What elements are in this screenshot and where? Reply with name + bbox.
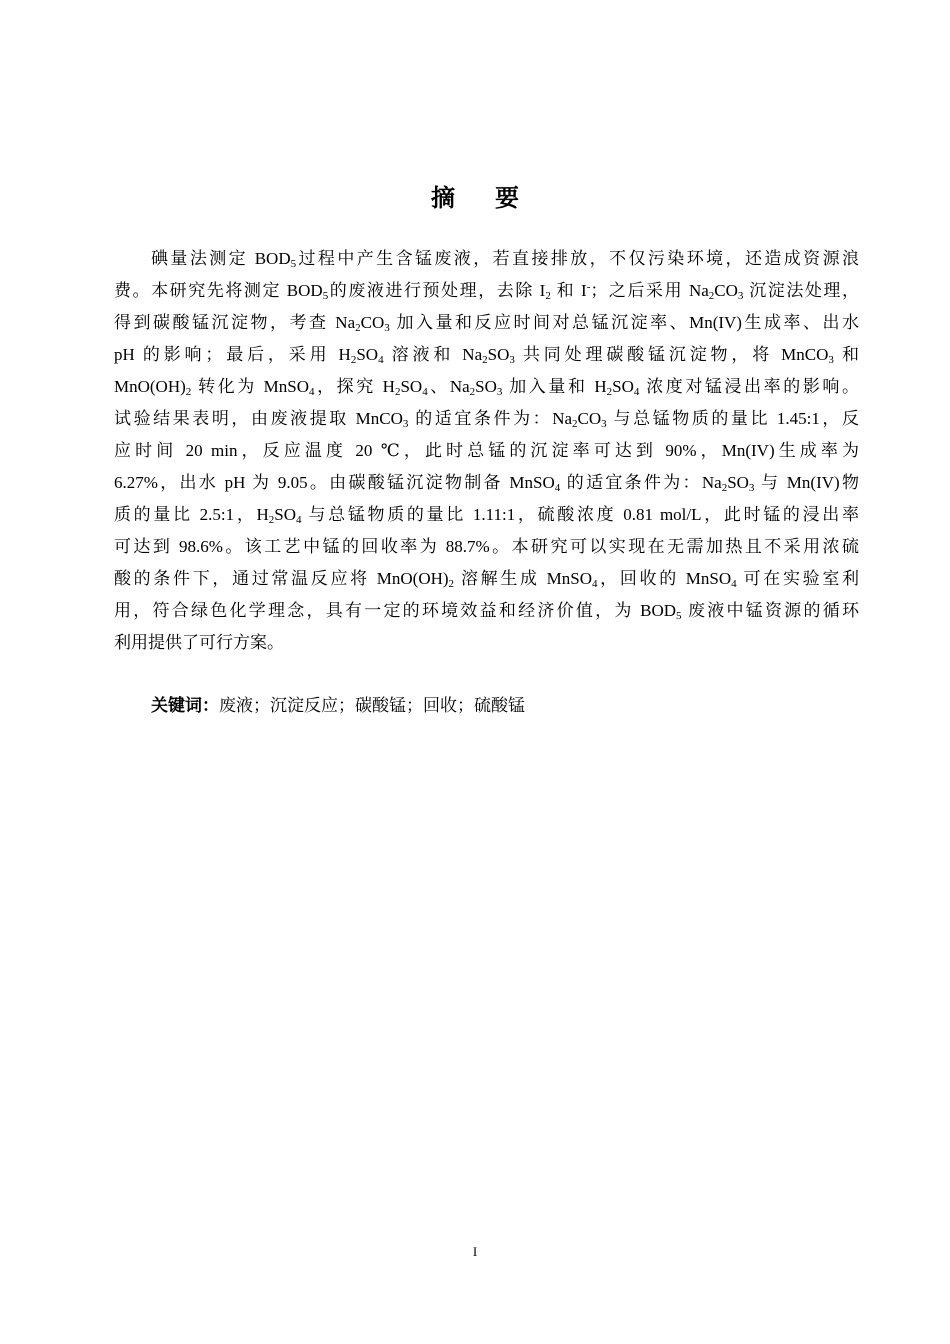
abstract-line bbox=[114, 307, 859, 339]
subscript: 3 bbox=[828, 354, 834, 366]
text-run: 碘量法测定 BOD bbox=[151, 249, 291, 268]
text-run: 酸的条件下，通过常温反应将 MnO(OH) bbox=[114, 569, 449, 588]
text-run: 浓度对锰浸出率的影响。 bbox=[639, 377, 859, 396]
text-run: 费。本研究先将测定 BOD bbox=[114, 281, 323, 300]
subscript: 2 bbox=[448, 578, 455, 590]
subscript: 3 bbox=[748, 482, 755, 494]
abstract-line bbox=[114, 627, 859, 659]
subscript: 4 bbox=[633, 386, 640, 398]
subscript: 2 bbox=[606, 386, 613, 398]
abstract-line bbox=[114, 435, 859, 467]
abstract-body bbox=[114, 243, 859, 659]
subscript: 3 bbox=[601, 418, 607, 430]
text-run: pH 的影响；最后，采用 H bbox=[114, 345, 351, 364]
subscript: 2 bbox=[350, 354, 357, 366]
subscript: 4 bbox=[378, 354, 384, 366]
abstract-line bbox=[114, 499, 859, 531]
abstract-line bbox=[114, 339, 859, 371]
abstract-line bbox=[114, 243, 859, 275]
title-char-1: 摘 bbox=[431, 186, 455, 212]
title-char-2: 要 bbox=[495, 186, 519, 212]
page-title bbox=[0, 178, 950, 213]
text-run: 加入量和反应时间对总锰沉淀率、Mn(IV)生成率、出水 bbox=[389, 313, 859, 332]
text-run: MnO(OH) bbox=[114, 377, 186, 396]
text-run: 加入量和 H bbox=[502, 377, 607, 396]
text-run: SO bbox=[612, 377, 634, 396]
text-run: 过程中产生含锰废液，若直接排放，不仅污染环境，还造成资源浪 bbox=[296, 249, 859, 268]
subscript: 2 bbox=[394, 386, 401, 398]
text-run: ，探究 H bbox=[314, 377, 395, 396]
subscript: 4 bbox=[731, 578, 737, 590]
text-run: 用，符合绿色化学理念，具有一定的环境效益和经济价值，为 BOD bbox=[114, 601, 677, 620]
keywords-label: 关键词： bbox=[151, 696, 219, 715]
abstract-line bbox=[114, 595, 859, 627]
subscript: 3 bbox=[737, 290, 744, 302]
text-run: 6.27%，出水 pH 为 9.05。由碳酸锰沉淀物制备 MnSO bbox=[114, 473, 555, 492]
subscript: 2 bbox=[545, 290, 551, 302]
text-run: 与总锰物质的量比 1.45:1，反 bbox=[606, 409, 859, 428]
subscript: 5 bbox=[676, 610, 682, 622]
text-run: 和 I bbox=[550, 281, 587, 300]
text-run: SO bbox=[727, 473, 749, 492]
subscript: 2 bbox=[572, 418, 578, 430]
abstract-line bbox=[114, 531, 859, 563]
text-run: 沉淀法处理， bbox=[743, 281, 859, 300]
abstract-line bbox=[114, 371, 859, 403]
text-run: SO bbox=[475, 377, 497, 396]
subscript: 3 bbox=[384, 322, 390, 334]
text-run: 与总锰物质的量比 1.11:1，硫酸浓度 0.81 mol/L，此时锰的浸出率 bbox=[301, 505, 859, 524]
text-run: 溶液和 Na bbox=[383, 345, 483, 364]
subscript: 2 bbox=[721, 482, 728, 494]
abstract-line bbox=[114, 403, 859, 435]
text-run: 的适宜条件为：Na bbox=[408, 409, 573, 428]
subscript: 3 bbox=[402, 418, 409, 430]
subscript: 4 bbox=[422, 386, 428, 398]
subscript: 2 bbox=[268, 514, 275, 526]
text-run: 、Na bbox=[427, 377, 470, 396]
abstract-line bbox=[114, 275, 859, 307]
page-number: I bbox=[472, 1244, 478, 1259]
text-run: 的废液进行预处理，去除 I bbox=[328, 281, 546, 300]
text-run: 共同处理碳酸锰沉淀物，将 MnCO bbox=[514, 345, 829, 364]
subscript: 4 bbox=[309, 386, 315, 398]
subscript: 2 bbox=[185, 386, 192, 398]
text-run: 质的量比 2.5:1，H bbox=[114, 505, 269, 524]
text-run: ；之后采用 Na bbox=[590, 281, 709, 300]
subscript: 3 bbox=[509, 354, 515, 366]
superscript: - bbox=[586, 281, 591, 293]
text-run: CO bbox=[577, 409, 602, 428]
text-run: 溶解生成 MnSO bbox=[454, 569, 592, 588]
text-run: CO bbox=[360, 313, 385, 332]
text-run: 利用提供了可行方案。 bbox=[114, 633, 284, 652]
subscript: 2 bbox=[355, 322, 361, 334]
text-run: SO bbox=[487, 345, 510, 364]
text-run: 的适宜条件为：Na bbox=[560, 473, 722, 492]
text-run: 得到碳酸锰沉淀物，考查 Na bbox=[114, 313, 356, 332]
abstract-paragraph bbox=[114, 243, 859, 659]
text-run: 可达到 98.6%。该工艺中锰的回收率为 88.7%。本研究可以实现在无需加热且不采用浓硫 bbox=[114, 537, 859, 556]
text-run: 试验结果表明，由废液提取 MnCO bbox=[114, 409, 403, 428]
text-run: 废液中锰资源的循环 bbox=[681, 601, 859, 620]
text-run: ，回收的 MnSO bbox=[597, 569, 732, 588]
subscript: 5 bbox=[290, 258, 297, 270]
text-run: 转化为 MnSO bbox=[191, 377, 310, 396]
keywords-text: 废液；沉淀反应；碳酸锰；回收；硫酸锰 bbox=[219, 696, 525, 715]
abstract-line bbox=[114, 467, 859, 499]
subscript: 4 bbox=[591, 578, 598, 590]
text-run: 可在实验室利 bbox=[736, 569, 859, 588]
text-run: SO bbox=[356, 345, 379, 364]
subscript: 2 bbox=[482, 354, 488, 366]
text-run: SO bbox=[274, 505, 297, 524]
text-run: 应时间 20 min，反应温度 20 ℃，此时总锰的沉淀率可达到 90%，Mn(IV)生成率为 bbox=[114, 441, 859, 460]
keywords-line bbox=[151, 690, 525, 722]
subscript: 5 bbox=[322, 290, 329, 302]
abstract-line bbox=[114, 563, 859, 595]
subscript: 3 bbox=[496, 386, 503, 398]
text-run: 与 Mn(IV)物 bbox=[754, 473, 859, 492]
text-run: CO bbox=[714, 281, 738, 300]
text-run: 和 bbox=[833, 345, 859, 364]
subscript: 2 bbox=[469, 386, 476, 398]
subscript: 4 bbox=[296, 514, 302, 526]
subscript: 2 bbox=[708, 290, 715, 302]
text-run: SO bbox=[400, 377, 423, 396]
subscript: 4 bbox=[554, 482, 561, 494]
